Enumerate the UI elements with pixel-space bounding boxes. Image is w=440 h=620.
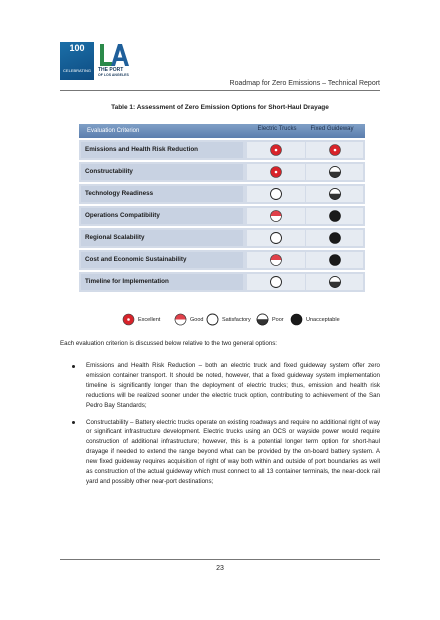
rating-good-icon <box>174 313 187 326</box>
fixed-guideway-rating <box>306 186 363 202</box>
table-row <box>79 272 365 292</box>
table-row <box>79 184 365 204</box>
rating-unacceptable-icon <box>328 254 341 267</box>
criteria-bullet-list <box>72 361 380 494</box>
header-divider <box>60 90 380 91</box>
electric-trucks-rating <box>247 142 305 158</box>
table-header-row <box>79 124 365 138</box>
rating-excellent-icon <box>328 144 341 157</box>
bullet-text: Emissions and Health Risk Reduction – both an electric truck and fixed guideway system offer zero emission container transport. It should be noted, however, that a fixed guideway system implementation timeline is significantly longer than the deployment of electric trucks; thus, emission and health risk reductions will be realized sooner under the electric truck option, contributing to achievement of the San Pedro Bay Standards; <box>86 362 380 409</box>
fixed-guideway-rating <box>306 164 363 180</box>
table-row <box>79 250 365 270</box>
criterion-label: Technology Readiness <box>81 186 243 202</box>
electric-trucks-rating <box>247 164 305 180</box>
header-criterion: Evaluation Criterion <box>87 128 140 134</box>
page-number: 23 <box>216 565 224 572</box>
table-caption: Table 1: Assessment of Zero Emission Options for Short-Haul Drayage <box>111 104 329 111</box>
criterion-label: Regional Scalability <box>81 230 243 246</box>
header-fixed-guideway: Fixed Guideway <box>310 126 354 132</box>
bullet-text: Constructability – Battery electric trucks operate on existing roadways and require no additional right of way or significant infrastructure development. Electric trucks using an OCS or wayside power would require construction of additional infrastructure; however, this is a potential longer term option for short-haul drayage if needed to extend the range beyond what can be provided by the on-board battery system. A new fixed guideway requires acquisition of right of way both within and outside of port boundaries as well as construction of the actual guideway which must connect to all 13 container terminals, the near-dock rail yard and possibly other near-port destinations; <box>86 418 380 485</box>
legend-label: Satisfactory <box>222 317 251 323</box>
rating-satisfactory-icon <box>270 232 283 245</box>
rating-poor-icon <box>256 313 269 326</box>
rating-excellent-icon <box>122 313 135 326</box>
legend-label: Unacceptable <box>306 317 340 323</box>
criterion-label: Constructability <box>81 164 243 180</box>
rating-satisfactory-icon <box>270 188 283 201</box>
electric-trucks-rating <box>247 252 305 268</box>
table-row <box>79 140 365 160</box>
port-of-la-logo <box>98 42 130 82</box>
header-electric-trucks: Electric Trucks <box>257 126 297 132</box>
intro-paragraph: Each evaluation criterion is discussed below relative to the two general options: <box>60 340 278 347</box>
footer-divider <box>60 559 380 560</box>
fixed-guideway-rating <box>306 252 363 268</box>
centennial-logo <box>60 42 94 80</box>
criterion-label: Cost and Economic Sustainability <box>81 252 243 268</box>
fixed-guideway-rating <box>306 208 363 224</box>
bullet-dot-icon <box>72 365 75 368</box>
criterion-label: Emissions and Health Risk Reduction <box>81 142 243 158</box>
criterion-label: Operations Compatibility <box>81 208 243 224</box>
port-logo-subtext: OF LOS ANGELES <box>98 73 129 77</box>
fixed-guideway-rating <box>306 142 363 158</box>
list-item <box>72 361 380 411</box>
electric-trucks-rating <box>247 230 305 246</box>
centennial-logo-number: 100 <box>69 43 85 53</box>
legend-label: Poor <box>272 317 284 323</box>
rating-satisfactory-icon <box>270 276 283 289</box>
fixed-guideway-rating <box>306 274 363 290</box>
centennial-logo-caption: CELEBRATING <box>63 68 91 73</box>
rating-poor-icon <box>328 188 341 201</box>
table-row <box>79 162 365 182</box>
assessment-table <box>79 124 365 292</box>
running-header-title: Roadmap for Zero Emissions – Technical Report <box>229 80 380 87</box>
electric-trucks-rating <box>247 208 305 224</box>
bullet-dot-icon <box>72 421 75 424</box>
rating-excellent-icon <box>270 144 283 157</box>
legend-label: Good <box>190 317 204 323</box>
la-letters-icon <box>98 42 130 68</box>
rating-satisfactory-icon <box>206 313 219 326</box>
electric-trucks-rating <box>247 186 305 202</box>
rating-good-icon <box>270 210 283 223</box>
fixed-guideway-rating <box>306 230 363 246</box>
rating-poor-icon <box>328 276 341 289</box>
list-item <box>72 418 380 487</box>
rating-unacceptable-icon <box>328 210 341 223</box>
criterion-label: Timeline for Implementation <box>81 274 243 290</box>
table-row <box>79 228 365 248</box>
rating-excellent-icon <box>270 166 283 179</box>
rating-unacceptable-icon <box>328 232 341 245</box>
rating-unacceptable-icon <box>290 313 303 326</box>
electric-trucks-rating <box>247 274 305 290</box>
port-logo-text: THE PORT <box>98 67 124 73</box>
legend-label: Excellent <box>138 317 161 323</box>
table-row <box>79 206 365 226</box>
rating-good-icon <box>270 254 283 267</box>
rating-poor-icon <box>328 166 341 179</box>
